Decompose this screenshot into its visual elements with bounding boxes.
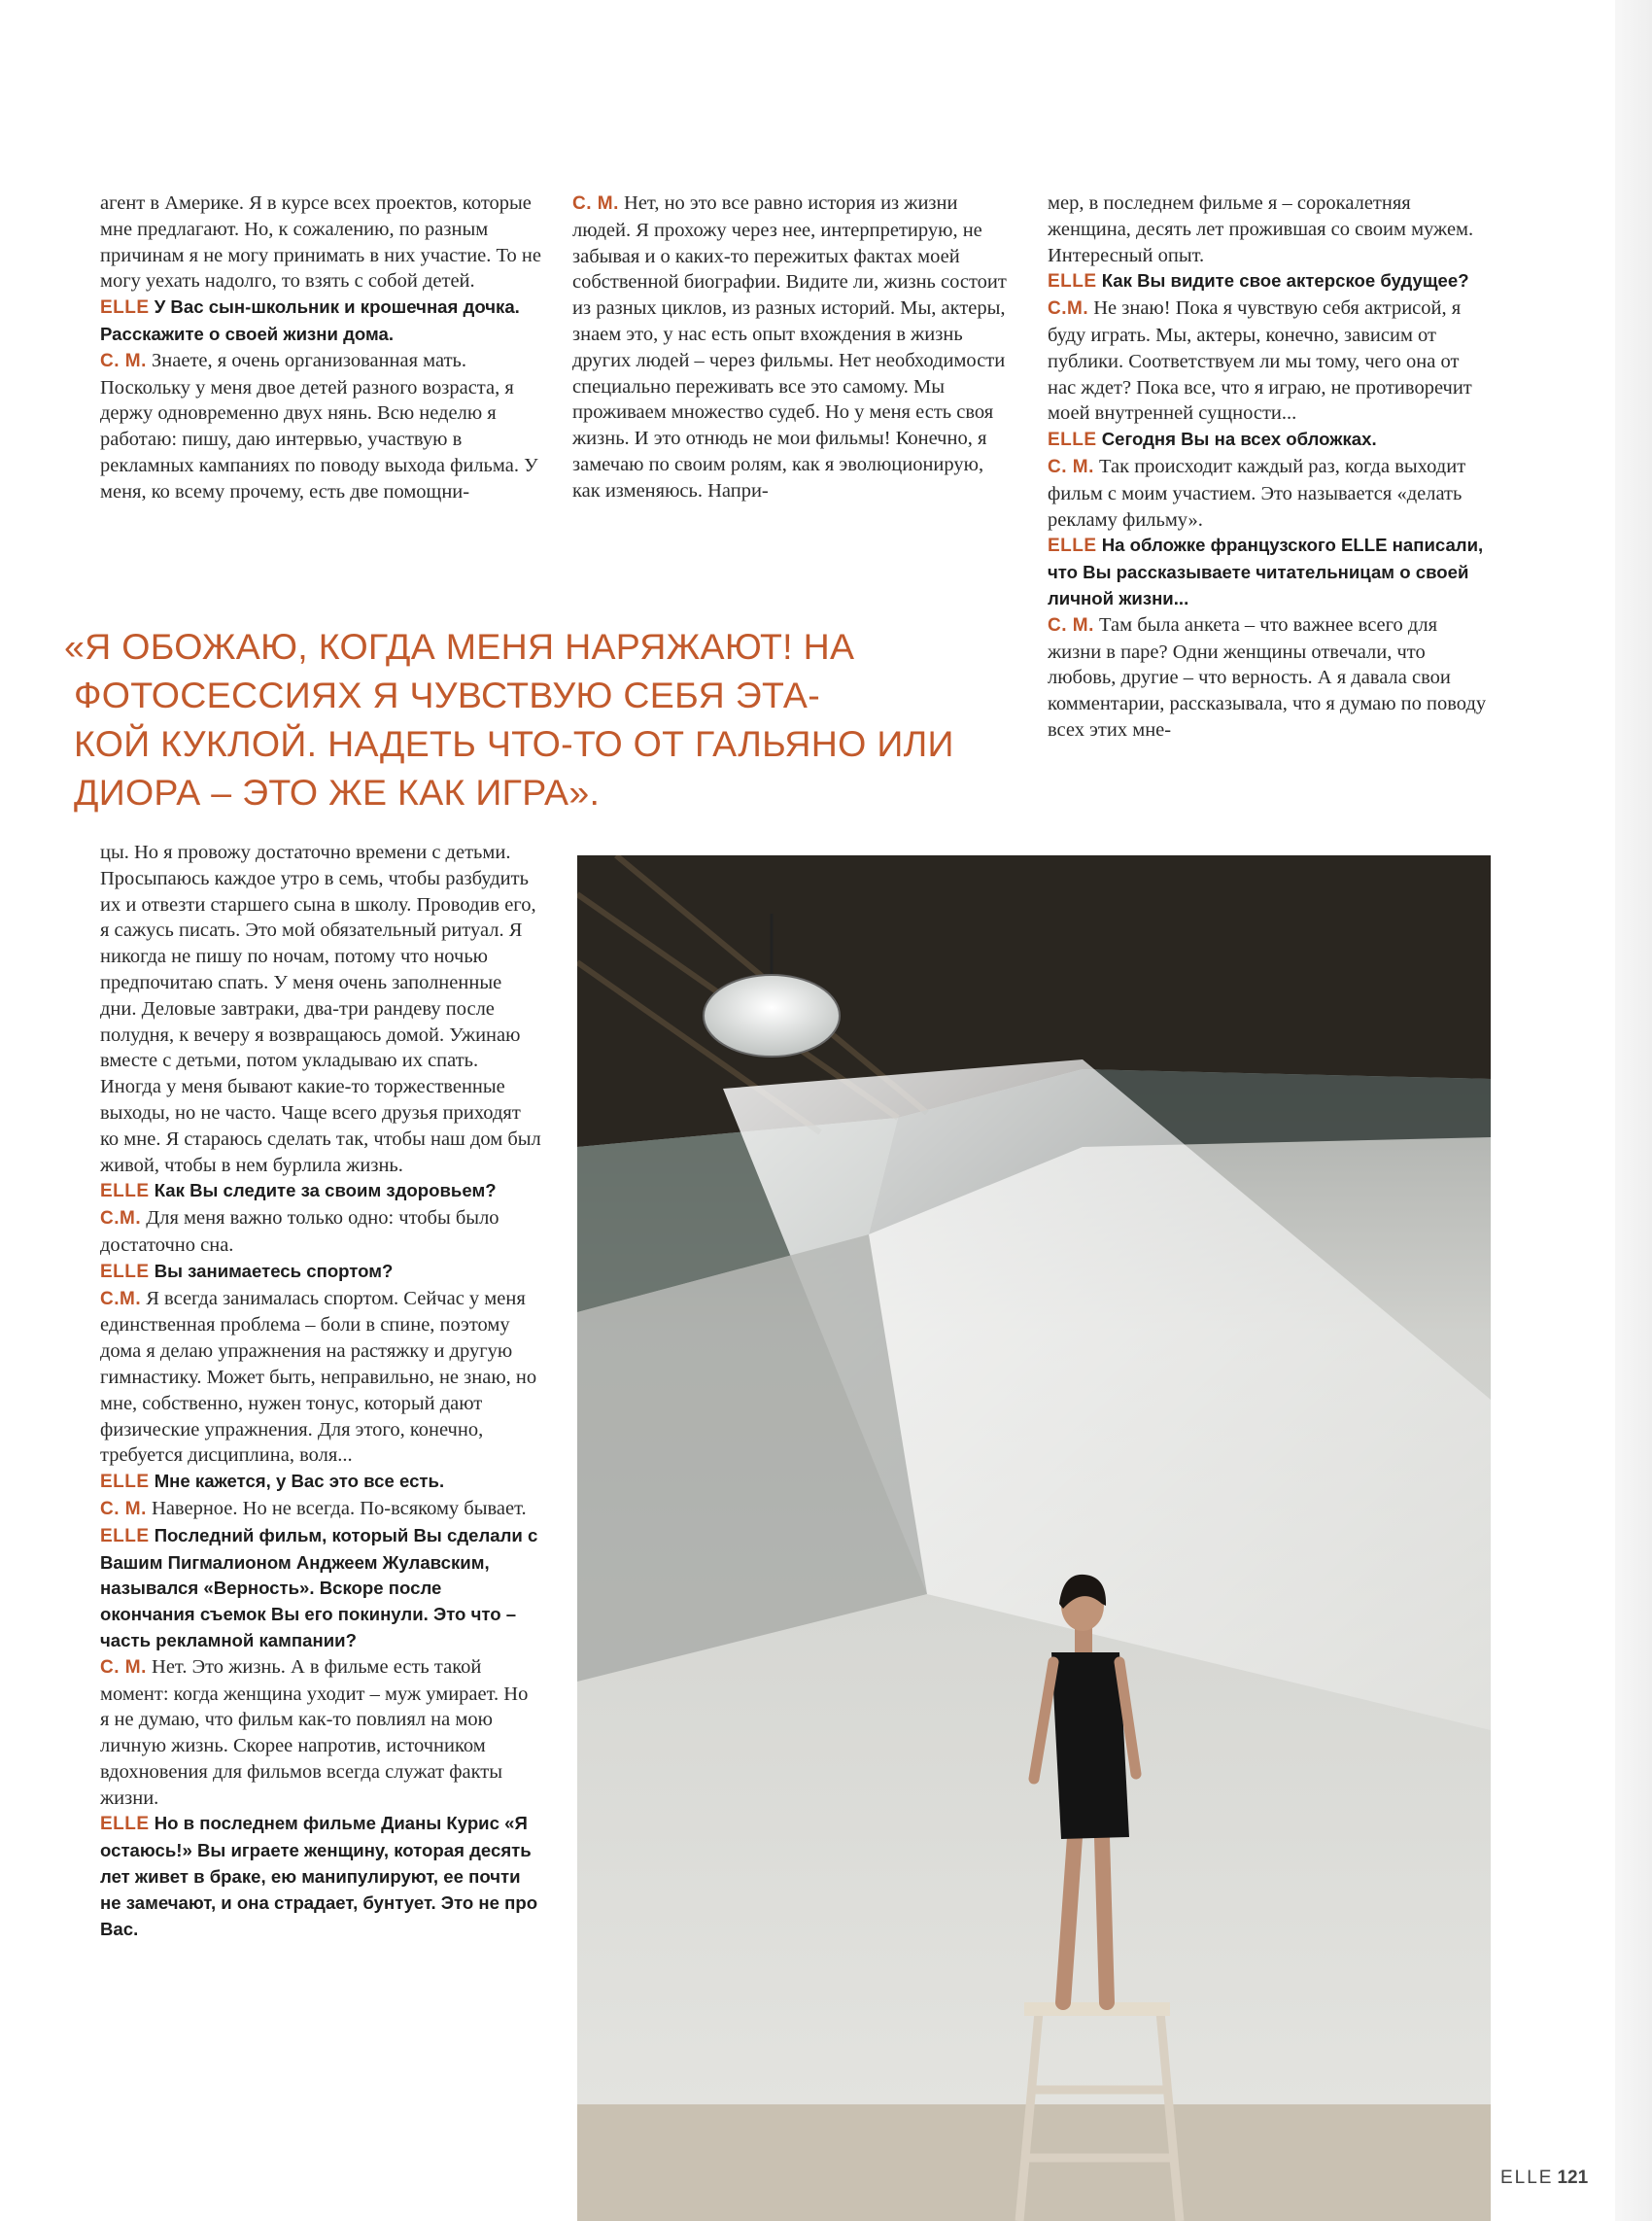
answer: С. М. Там была анкета – что важнее всего для жизни в паре? Одни женщины отвечали, что любовь, другие – что верность. А я давала свои комментарии, рассказывала, что я думаю по поводу всех этих мне- bbox=[1048, 613, 1487, 741]
elle-label: ELLE bbox=[1048, 536, 1097, 557]
question: ELLE Последний фильм, который Вы сделали с Вашим Пигмалионом Анджеем Жулавским, назывался «Верность». Вскоре после окончания съемок Вы его покинули. Это что – часть рекламной кампании? bbox=[100, 1524, 538, 1650]
question: ELLE Сегодня Вы на всех обложках. bbox=[1048, 429, 1377, 451]
pull-quote bbox=[64, 622, 1026, 816]
elle-label: ELLE bbox=[1048, 271, 1097, 293]
ceiling-lamp bbox=[704, 975, 840, 1057]
answer: С. М. Нет. Это жизнь. А в фильме есть такой момент: когда женщина уходит – муж умирает. Но я не думаю, что фильм как-то повлиял на мою личную жизнь. Скорее напротив, источником вдохновения для фильмов всегда служат факты жизни. bbox=[100, 1655, 529, 1809]
pull-quote-line: КОЙ КУКЛОЙ. НАДЕТЬ ЧТО-ТО ОТ ГАЛЬЯНО ИЛИ ДИОРА – ЭТО ЖЕ КАК ИГРА». bbox=[74, 723, 954, 813]
paragraph: мер, в последнем фильме я – сорокалетняя женщина, десять лет прожившая со своим мужем. Интересный опыт. bbox=[1048, 192, 1474, 266]
answer: С.М. Не знаю! Пока я чувствую себя актрисой, я буду играть. Мы, актеры, конечно, зависим от публики. Соответствуем ли мы тому, чего она от нас ждет? Пока все, что я играю, не противоречит моей внутренней сущности... bbox=[1048, 297, 1472, 425]
floor bbox=[577, 2104, 1491, 2221]
speaker-label: С.М. bbox=[100, 1208, 142, 1230]
elle-label: ELLE bbox=[100, 297, 150, 319]
question: ELLE Мне кажется, у Вас это все есть. bbox=[100, 1471, 445, 1493]
column-1-bottom bbox=[100, 840, 541, 1942]
column-2-top bbox=[572, 191, 1014, 504]
brand-label: ELLE bbox=[1500, 2168, 1554, 2188]
speaker-label: С. М. bbox=[1048, 614, 1094, 636]
question: ELLE На обложке французского ELLE написали, что Вы рассказываете читательницам о своей личной жизни... bbox=[1048, 535, 1484, 608]
answer: С. М. Так происходит каждый раз, когда выходит фильм с моим участием. Это называется «делать рекламу фильму». bbox=[1048, 455, 1466, 531]
question: ELLE У Вас сын-школьник и крошечная дочка. Расскажите о своей жизни дома. bbox=[100, 296, 520, 344]
speaker-label: С. М. bbox=[100, 1498, 147, 1519]
photo-illustration bbox=[577, 855, 1491, 2221]
elle-label: ELLE bbox=[100, 1472, 150, 1493]
speaker-label: С. М. bbox=[572, 193, 619, 214]
question: ELLE Вы занимаетесь спортом? bbox=[100, 1260, 394, 1282]
column-1-top bbox=[100, 191, 541, 505]
ladder-top-step bbox=[1024, 2002, 1170, 2016]
page-footer bbox=[1500, 2168, 1588, 2189]
elle-label: ELLE bbox=[100, 1814, 150, 1835]
answer: С. М. Наверное. Но не всегда. По-всякому бывает. bbox=[100, 1497, 527, 1519]
elle-label: ELLE bbox=[100, 1181, 150, 1202]
answer: С.М. Я всегда занималась спортом. Сейчас у меня единственная проблема – боли в спине, поэтому дома я делаю упражнения на растяжку и другую гимнастику. Может быть, неправильно, не знаю, но мне, собственно, нужен тонус, который дают физические упражнения. Для этого, конечно, требуется дисциплина, воля... bbox=[100, 1287, 537, 1467]
speaker-label: С. М. bbox=[1048, 456, 1094, 477]
speaker-label: С. М. bbox=[100, 350, 147, 371]
paragraph: агент в Америке. Я в курсе всех проектов, которые мне предлагают. Но, к сожалению, по разным причинам я не могу принимать в них участие. То не могу уехать надолго, то взять с собой детей. bbox=[100, 192, 541, 293]
portrait-photo bbox=[577, 855, 1491, 2221]
answer: С. М. Знаете, я очень организованная мать. Поскольку у меня двое детей разного возраста, я держу одновременно двух нянь. Всю неделю я работаю: пишу, даю интервью, участвую в рекламных кампаниях по поводу выхода фильма. У меня, ко всему прочему, есть две помощни- bbox=[100, 349, 538, 503]
pull-quote-line: «Я ОБОЖАЮ, КОГДА МЕНЯ НАРЯЖАЮТ! НА bbox=[64, 626, 855, 667]
elle-label: ELLE bbox=[100, 1525, 150, 1546]
answer: С. М. Нет, но это все равно история из жизни людей. Я прохожу через нее, интерпретирую, не забывая и о каких-то пережитых фактах моей собственной биографии. Видите ли, жизнь состоит из разных циклов, из разных историй. Мы, актеры, знаем это, у нас есть опыт вхождения в жизнь других людей – через фильмы. Нет необходимости специально переживать все это самому. Мы проживаем множество судеб. Но у меня есть своя жизнь. И это отнюдь не мои фильмы! Конечно, я замечаю по своим ролям, как я эволюционирую, как изменяюсь. Напри- bbox=[572, 192, 1007, 502]
pull-quote-line: ФОТОСЕССИЯХ Я ЧУВСТВУЮ СЕБЯ ЭТА- bbox=[74, 675, 821, 715]
question: ELLE Как Вы следите за своим здоровьем? bbox=[100, 1180, 497, 1202]
page-number: 121 bbox=[1557, 2168, 1589, 2188]
speaker-label: С. М. bbox=[100, 1656, 147, 1678]
column-3-top bbox=[1048, 191, 1489, 744]
question: ELLE Как Вы видите свое актерское будущее? bbox=[1048, 270, 1469, 293]
answer: С.М. Для меня важно только одно: чтобы было достаточно сна. bbox=[100, 1207, 499, 1256]
paragraph: цы. Но я провожу достаточно времени с детьми. Просыпаюсь каждое утро в семь, чтобы разбудить их и отвезти старшего сына в школу. Проводив его, я сажусь писать. Это мой обязательный ритуал. Я никогда не пишу по ночам, потому что ночью предпочитаю спать. У меня очень заполненные дни. Деловые завтраки, два-три рандеву после полудня, к вечеру я возвращаюсь домой. Ужинаю вместе с детьми, потом укладываю их спать. Иногда у меня бывают какие-то торжественные выходы, но не часто. Чаще всего друзья приходят ко мне. Я стараюсь сделать так, чтобы наш дом был живой, чтобы в нем бурлила жизнь. bbox=[100, 842, 541, 1176]
speaker-label: С.М. bbox=[1048, 298, 1089, 320]
next-page-edge bbox=[1615, 0, 1652, 2221]
elle-label: ELLE bbox=[1048, 430, 1097, 451]
speaker-label: С.М. bbox=[100, 1288, 142, 1309]
question: ELLE Но в последнем фильме Дианы Курис «Я остаюсь!» Вы играете женщину, которая десять лет живет в браке, ею манипулируют, ее почти не замечают, и она страдает, бунтует. Это не про Вас. bbox=[100, 1813, 538, 1939]
elle-label: ELLE bbox=[100, 1261, 150, 1282]
